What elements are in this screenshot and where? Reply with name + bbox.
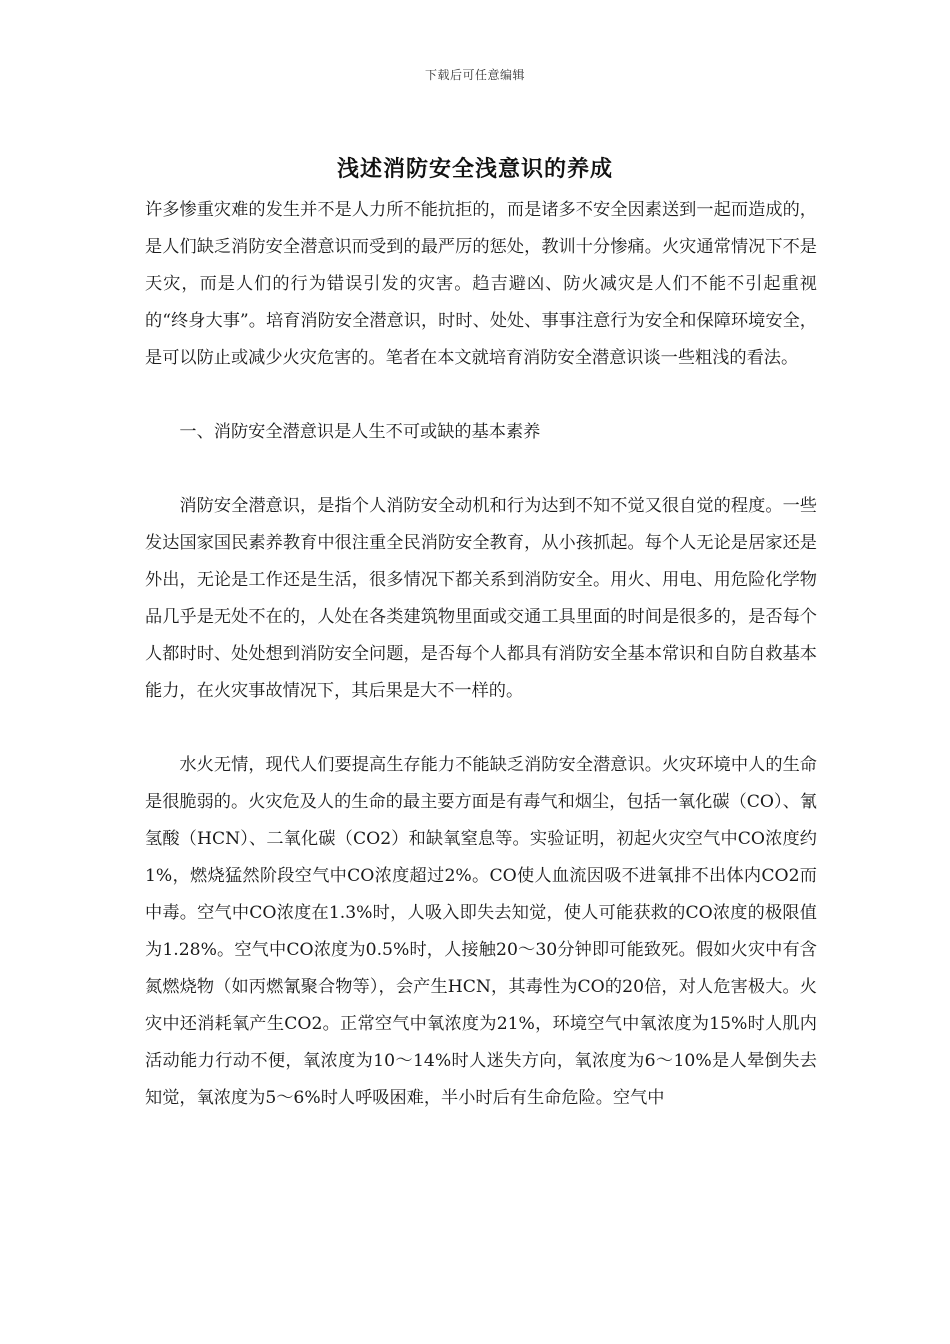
document-title: 浅述消防安全浅意识的养成 bbox=[336, 156, 613, 182]
paragraph-intro: 许多惨重灾难的发生并不是人力所不能抗拒的，而是诸多不安全因素送到一起而造成的，是人们缺乏消防安全潜意识而受到的最严厉的惩处，教训十分惨痛。火灾通常情况下不是天灾，而是人们的行为错误引发的灾害。趋吉避凶、防火减灾是人们不能不引起重视的“终身大事”。培育消防安全潜意识，时时、处处、事事注意行为安全和保障环境安全，是可以防止或减少火灾危害的。笔者在本文就培育消防安全潜意识谈一些粗浅的看法。 bbox=[145, 200, 817, 368]
paragraph-gap bbox=[145, 710, 817, 747]
download-note: 下载后可任意编辑 bbox=[424, 68, 525, 82]
paragraph-gap bbox=[145, 377, 817, 414]
paragraph-definition: 消防安全潜意识，是指个人消防安全动机和行为达到不知不觉又很自觉的程度。一些发达国家国民素养教育中很注重全民消防安全教育，从小孩抓起。每个人无论是居家还是外出，无论是工作还是生活，很多情况下都关系到消防安全。用火、用电、用危险化学物品几乎是无处不在的，人处在各类建筑物里面或交通工具里面的时间是很多的，是否每个人都时时、处处想到消防安全问题，是否每个人都具有消防安全基本常识和自防自救基本能力，在火灾事故情况下，其后果是大不一样的。 bbox=[145, 496, 817, 701]
section-heading: 一、消防安全潜意识是人生不可或缺的基本素养 bbox=[179, 422, 541, 442]
paragraph-gap bbox=[145, 451, 817, 488]
document-body bbox=[145, 192, 817, 1117]
paragraph-toxic-gases: 水火无情，现代人们要提高生存能力不能缺乏消防安全潜意识。火灾环境中人的生命是很脆弱的。火灾危及人的生命的最主要方面是有毒气和烟尘，包括一氧化碳（CO）、氰氢酸（HCN）、二氧化碳（CO2）和缺氧窒息等。实验证明，初起火灾空气中CO浓度约1%，燃烧猛然阶段空气中CO浓度超过2%。CO使人血流因吸不进氧排不出体内CO2而中毒。空气中CO浓度在1.3%时，人吸入即失去知觉，使人可能获救的CO浓度的极限值为1.28%。空气中CO浓度为0.5%时，人接触20～30分钟即可能致死。假如火灾中有含氮燃烧物（如丙燃氰聚合物等），会产生HCN，其毒性为CO的20倍，对人危害极大。火灾中还消耗氧产生CO2。正常空气中氧浓度为21%，环境空气中氧浓度为15%时人肌内活动能力行动不便，氧浓度为10～14%时人迷失方向，氧浓度为6～10%是人晕倒失去知觉，氧浓度为5～6%时人呼吸困难，半小时后有生命危险。空气中 bbox=[145, 755, 817, 1108]
